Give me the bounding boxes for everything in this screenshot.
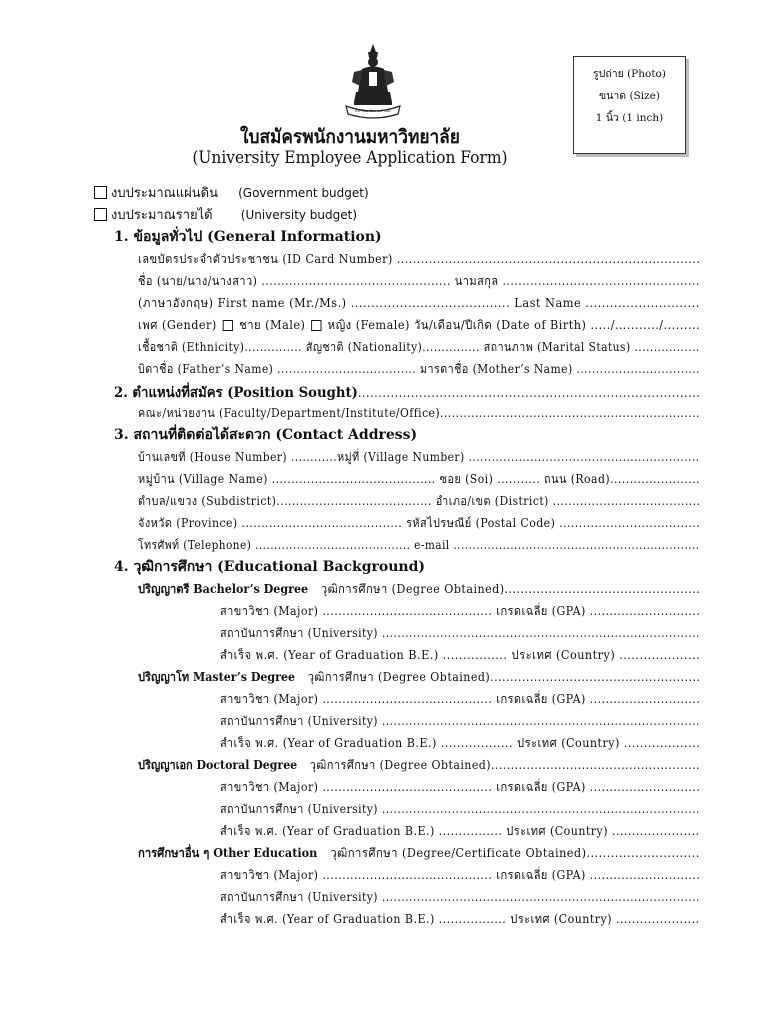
doctoral-graduation-field[interactable]: สำเร็จ พ.ศ. (Year of Graduation B.E.) ................ ประเทศ (Country) ...................... <box>220 824 700 838</box>
ethnicity-field[interactable]: เชื้อชาติ (Ethnicity)............... สัญชาติ (Nationality)............... สถานภาพ (Marital Status) ................. <box>138 340 700 354</box>
seal-banner-text: มหาวิทยาลัยรามคำแหง <box>355 109 391 113</box>
bachelor-graduation-field[interactable]: สำเร็จ พ.ศ. (Year of Graduation B.E.) ................ ประเทศ (Country) .................... <box>220 648 701 662</box>
english-name-field[interactable]: (ภาษาอังกฤษ) First name (Mr./Ms.) ....................................... Last Name ............................ <box>138 296 700 310</box>
bachelor-degree-row <box>138 580 700 599</box>
other-degree-field[interactable]: วุฒิการศึกษา (Degree/Certificate Obtained)............................ <box>330 846 700 860</box>
female-checkbox[interactable] <box>311 320 321 331</box>
university-budget-option[interactable] <box>94 204 357 225</box>
faculty-field[interactable]: คณะ/หน่วยงาน (Faculty/Department/Institute/Office)................................................................... <box>138 406 700 420</box>
bachelor-major-field[interactable]: สาขาวิชา (Major) ........................................... เกรดเฉลี่ย (GPA) ............................ <box>220 604 701 618</box>
position-field[interactable]: .................................................................................... <box>357 386 701 400</box>
bachelor-degree-field[interactable]: วุฒิการศึกษา (Degree Obtained)................................................. <box>320 582 701 596</box>
other-education-label: การศึกษาอื่น ๆ Other Education <box>138 846 318 860</box>
government-budget-label-en: (Government budget) <box>238 186 369 200</box>
section-contact-heading: 3. สถานที่ติดต่อได้สะดวก (Contact Address) <box>114 427 418 443</box>
id-card-field[interactable]: เลขบัตรประจำตัวประชาชน (ID Card Number) ............................................................................ <box>138 252 701 266</box>
master-university-field[interactable]: สถาบันการศึกษา (University) .................................................................................. <box>220 714 700 728</box>
government-budget-option[interactable] <box>94 182 369 203</box>
other-graduation-field[interactable]: สำเร็จ พ.ศ. (Year of Graduation B.E.) ................. ประเทศ (Country) ..................... <box>220 912 700 926</box>
photo-size-value: 1 นิ้ว (1 inch) <box>595 112 664 124</box>
female-dob-field[interactable]: หญิง (Female) วัน/เดือน/ปีเกิด (Date of Birth) ...../…......../......... <box>327 318 701 332</box>
house-number-field[interactable]: บ้านเลขที่ (House Number) ............หมู่ที่ (Village Number) ............................................................ <box>138 450 700 464</box>
other-major-field[interactable]: สาขาวิชา (Major) ........................................... เกรดเฉลี่ย (GPA) ............................ <box>220 868 701 882</box>
section-education-heading: 4. วุฒิการศึกษา (Educational Background) <box>114 559 426 575</box>
gender-dob-row <box>138 316 700 335</box>
telephone-field[interactable]: โทรศัพท์ (Telephone) ......................................... e-mail ................................................................. <box>138 538 700 552</box>
form-title-thai: ใบสมัครพนักงานมหาวิทยาลัย <box>240 126 460 148</box>
bachelor-university-field[interactable]: สถาบันการศึกษา (University) .................................................................................. <box>220 626 700 640</box>
male-label: ชาย (Male) <box>239 318 306 332</box>
master-major-field[interactable]: สาขาวิชา (Major) ........................................... เกรดเฉลี่ย (GPA) ............................ <box>220 692 701 706</box>
doctoral-degree-field[interactable]: วุฒิการศึกษา (Degree Obtained)..................................................... <box>309 758 700 772</box>
male-checkbox[interactable] <box>223 320 233 331</box>
university-budget-label-en: (University budget) <box>240 208 358 222</box>
gender-label: เพศ (Gender) <box>138 318 217 332</box>
doctoral-university-field[interactable]: สถาบันการศึกษา (University) .................................................................................. <box>220 802 700 816</box>
doctoral-label: ปริญญาเอก Doctoral Degree <box>138 758 298 772</box>
section-general-heading: 1. ข้อมูลทั่วไป (General Information) <box>114 229 382 245</box>
university-budget-label-th: งบประมาณรายได้ <box>111 208 213 223</box>
government-budget-checkbox[interactable] <box>94 186 107 199</box>
university-seal <box>342 42 404 122</box>
master-degree-row <box>138 668 700 687</box>
village-field[interactable]: หมู่บ้าน (Village Name) .......................................... ซอย (Soi) ........... ถนน (Road)....................... <box>138 472 700 486</box>
other-education-row <box>138 844 700 863</box>
section-position-heading: 2. ตำแหน่งที่สมัคร (Position Sought) <box>114 385 358 401</box>
doctoral-degree-row <box>138 756 700 775</box>
parents-field[interactable]: บิดาชื่อ (Father’s Name) .................................... มารดาชื่อ (Mother’s Name) ................................ <box>138 362 701 376</box>
other-university-field[interactable]: สถาบันการศึกษา (University) .................................................................................. <box>220 890 700 904</box>
photo-size-label: ขนาด (Size) <box>599 90 660 102</box>
university-budget-checkbox[interactable] <box>94 208 107 221</box>
bachelor-label: ปริญญาตรี Bachelor’s Degree <box>138 582 309 596</box>
master-label: ปริญญาโท Master’s Degree <box>138 670 296 684</box>
government-budget-label-th: งบประมาณแผ่นดิน <box>111 186 218 201</box>
subdistrict-field[interactable]: ตำบล/แขวง (Subdistrict)........................................ อำเภอ/เขต (District) ...................................... <box>138 494 701 508</box>
master-degree-field[interactable]: วุฒิการศึกษา (Degree Obtained)..................................................... <box>307 670 701 684</box>
photo-label: รูปถ่าย (Photo) <box>593 68 666 80</box>
thai-name-field[interactable]: ชื่อ (นาย/นาง/นางสาว) ................................................ นามสกุล .................................................. <box>138 274 700 288</box>
doctoral-major-field[interactable]: สาขาวิชา (Major) ........................................... เกรดเฉลี่ย (GPA) ............................ <box>220 780 701 794</box>
form-title-english: (University Employee Application Form) <box>192 148 508 168</box>
master-graduation-field[interactable]: สำเร็จ พ.ศ. (Year of Graduation B.E.) .................. ประเทศ (Country) ................... <box>220 736 701 750</box>
section-position-row <box>114 382 700 404</box>
province-field[interactable]: จังหวัด (Province) ......................................... รหัสไปรษณีย์ (Postal Code) .................................... <box>138 516 701 530</box>
